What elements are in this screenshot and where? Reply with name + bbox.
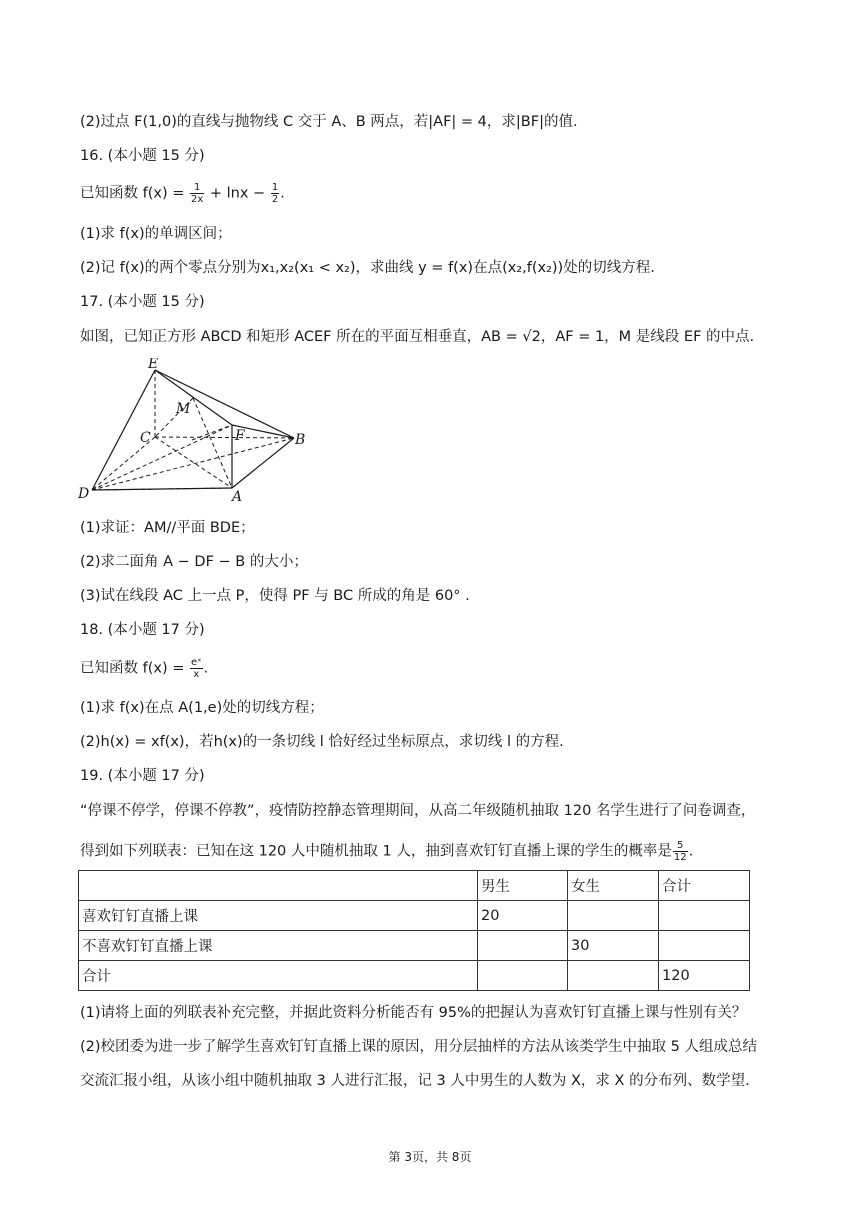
table-cell: 120 [659,961,750,991]
figure-solid-edges [92,370,294,490]
q19-part2-line1: (2)校团委为进一步了解学生喜欢钉钉直播上课的原因，用分层抽样的方法从该类学生中抽取 5 人组成总结 [80,1039,757,1055]
q18-heading: 18. (本小题 17 分) [80,622,205,638]
q18-part1: (1)求 f(x)在点 A(1,e)处的切线方程； [80,700,324,716]
q16-stem-text: 已知函数 f(x) = [80,185,189,202]
q16-fraction-1 [190,182,204,205]
q16-stem [80,182,285,205]
q16-heading: 16. (本小题 15 分) [80,148,205,164]
label-B: B [295,432,306,448]
q19-stem-line2 [80,840,693,863]
table-row [79,931,750,961]
label-A: A [232,489,243,505]
q19-stem-end: . [688,843,694,860]
label-C: C [140,430,151,446]
table-cell [478,961,568,991]
fraction-denominator: 2 [271,194,279,205]
q19-part1: (1)请将上面的列联表补充完整，并据此资料分析能否有 95%的把握认为喜欢钉钉直播上课与性别有关？ [80,1005,747,1021]
q19-heading: 19. (本小题 17 分) [80,768,205,784]
table-cell [79,871,478,901]
q18-stem-end: . [203,660,209,677]
q16-stem-end: . [280,185,285,202]
q19-part2-line2: 交流汇报小组，从该小组中随机抽取 3 人进行汇报，记 3 人中男生的人数为 X，求 X 的分布列、数学望. [80,1073,750,1089]
fraction-denominator: 12 [673,852,687,863]
q19-fraction [673,840,688,863]
table-cell: 30 [568,931,659,961]
q17-stem: 如图，已知正方形 ABCD 和矩形 ACEF 所在的平面互相垂直，AB = √2，AF = 1，M 是线段 EF 的中点. [80,329,755,345]
table-row [79,961,750,991]
label-D: D [78,486,90,502]
table-cell [659,901,750,931]
q17-part2: (2)求二面角 A − DF − B 的大小； [80,554,308,570]
q19-stem-text: 得到如下列联表：已知在这 120 人中随机抽取 1 人，抽到喜欢钉钉直播上课的学生的概率是 [80,843,672,860]
q17-part1: (1)求证：AM//平面 BDE； [80,520,255,536]
table-cell: 20 [478,901,568,931]
q16-part2: (2)记 f(x)的两个零点分别为x₁,x₂(x₁ < x₂)，求曲线 y = f(x)在点(x₂,f(x₂))处的切线方程. [80,260,655,276]
q18-part2: (2)h(x) = xf(x)，若h(x)的一条切线 l 恰好经过坐标原点，求切线 l 的方程. [80,734,564,750]
q17-part3: (3)试在线段 AC 上一点 P，使得 PF 与 BC 所成的角是 60° . [80,588,470,604]
table-cell: 不喜欢钉钉直播上课 [79,931,478,961]
geometry-figure [78,358,318,508]
q18-stem [80,657,208,680]
fraction-numerator: 1 [190,182,204,194]
table-cell [568,901,659,931]
fraction-numerator: 5 [673,840,688,852]
table-cell: 合计 [659,871,750,901]
page-footer: 第 3页，共 8页 [388,1150,472,1164]
table-cell: 女生 [568,871,659,901]
q18-stem-text: 已知函数 f(x) = [80,660,189,677]
label-M: M [176,401,191,417]
q19-stem-line1: “停课不停学，停课不停教”，疫情防控静态管理期间，从高二年级随机抽取 120 名学生进行了问卷调查， [80,803,756,819]
table-cell: 合计 [79,961,478,991]
table-cell [659,931,750,961]
table-cell [568,961,659,991]
table-cell: 喜欢钉钉直播上课 [79,901,478,931]
q15-part2: (2)过点 F(1,0)的直线与抛物线 C 交于 A、B 两点，若|AF| = 4，求|BF|的值. [80,114,578,130]
q18-fraction [190,657,203,680]
fraction-denominator: x [193,669,200,680]
q16-part1: (1)求 f(x)的单调区间； [80,226,232,242]
contingency-table [78,870,750,991]
fraction-numerator: 1 [271,182,279,193]
q16-fraction-2 [271,182,279,205]
table-header-row [79,871,750,901]
table-row [79,901,750,931]
fraction-numerator: eˣ [190,657,202,668]
label-E: E [148,358,159,372]
table-cell: 男生 [478,871,568,901]
label-F: F [235,428,245,444]
table-cell [478,931,568,961]
q17-heading: 17. (本小题 15 分) [80,294,205,310]
q16-stem-middle: + lnx − [205,185,270,202]
fraction-denominator: 2x [190,194,204,205]
